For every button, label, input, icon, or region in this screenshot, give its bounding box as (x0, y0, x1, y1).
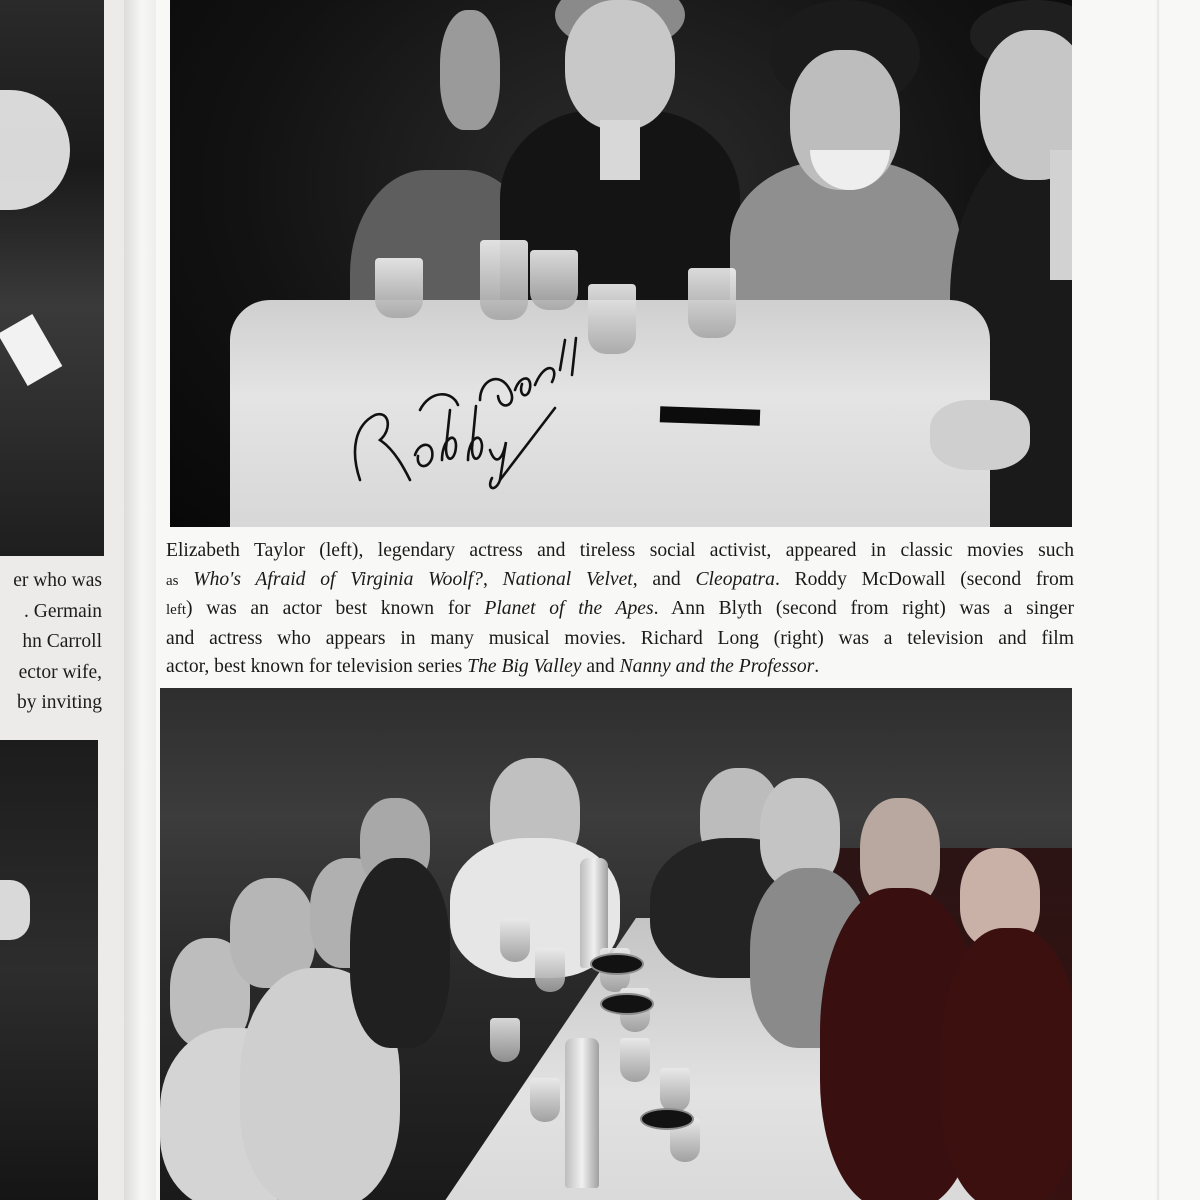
hands (930, 400, 1030, 470)
wine-glass (530, 1078, 560, 1122)
caption-text: . (814, 656, 820, 678)
caption-text: , and (632, 568, 696, 590)
wine-glass (620, 1038, 650, 1082)
plate (590, 953, 644, 975)
face (565, 0, 675, 130)
caption-line (166, 566, 1074, 596)
page-edge (1156, 0, 1160, 1200)
caption-line (166, 595, 1074, 625)
caption-line (166, 625, 1074, 654)
caption-text: and (581, 656, 620, 678)
plate (640, 1108, 694, 1130)
wine-glass (500, 918, 530, 962)
movie-title: National Velvet (502, 568, 633, 590)
caption-line (166, 653, 1074, 682)
caption-text: Elizabeth Taylor (left), legendary actress and tireless social activist, appeared in classic movies such (166, 540, 1074, 561)
caption-text: , (482, 568, 503, 590)
glass (375, 258, 423, 318)
face (440, 10, 500, 130)
caption-text: . Roddy McDowall (second from (774, 568, 1074, 590)
shirt (600, 120, 640, 180)
autograph-signature (180, 330, 600, 510)
left-page-photo-top (0, 0, 104, 556)
plate (600, 993, 654, 1015)
bottle (565, 1038, 599, 1188)
left-page-text-line: hn Carroll (22, 631, 102, 652)
caption-text: and actress who appears in many musical movies. Richard Long (right) was a television and film (166, 627, 1074, 649)
shirt (1050, 150, 1072, 280)
wine-glass (490, 1018, 520, 1062)
photo-caption (166, 537, 1074, 682)
photo-highlight (0, 314, 62, 386)
guest (940, 928, 1072, 1200)
wine-glass (535, 948, 565, 992)
glass (688, 268, 736, 338)
left-page-photo-bottom (0, 740, 98, 1200)
caption-text: left (166, 602, 186, 619)
caption-text: as (166, 572, 179, 589)
left-facing-page (0, 0, 124, 1200)
left-page-text (0, 566, 102, 719)
caption-text: actor, best known for television series (166, 656, 468, 678)
tv-series-title: Nanny and the Professor (619, 656, 815, 678)
left-page-text-line: . Germain (24, 600, 102, 622)
photo-banquet-table-bottom (160, 688, 1072, 1200)
left-page-text-line: er who was (13, 570, 102, 591)
movie-title: Planet of the Apes (484, 598, 654, 620)
glass (530, 250, 578, 310)
caption-line (166, 537, 1074, 566)
left-page-text-line: by inviting (16, 692, 102, 713)
movie-title: Who's Afraid of Virginia Woolf? (193, 568, 483, 590)
movie-title: Cleopatra (695, 568, 775, 590)
glass (480, 240, 528, 320)
tv-series-title: The Big Valley (467, 656, 582, 678)
guest (350, 858, 450, 1048)
wine-glass (660, 1068, 690, 1112)
photo-highlight (0, 880, 30, 940)
left-page-text-line: ector wife, (18, 661, 102, 683)
caption-text: ) was an actor best known for (186, 598, 485, 620)
caption-text: . Ann Blyth (second from right) was a singer (653, 598, 1075, 620)
photo-highlight (0, 90, 70, 210)
